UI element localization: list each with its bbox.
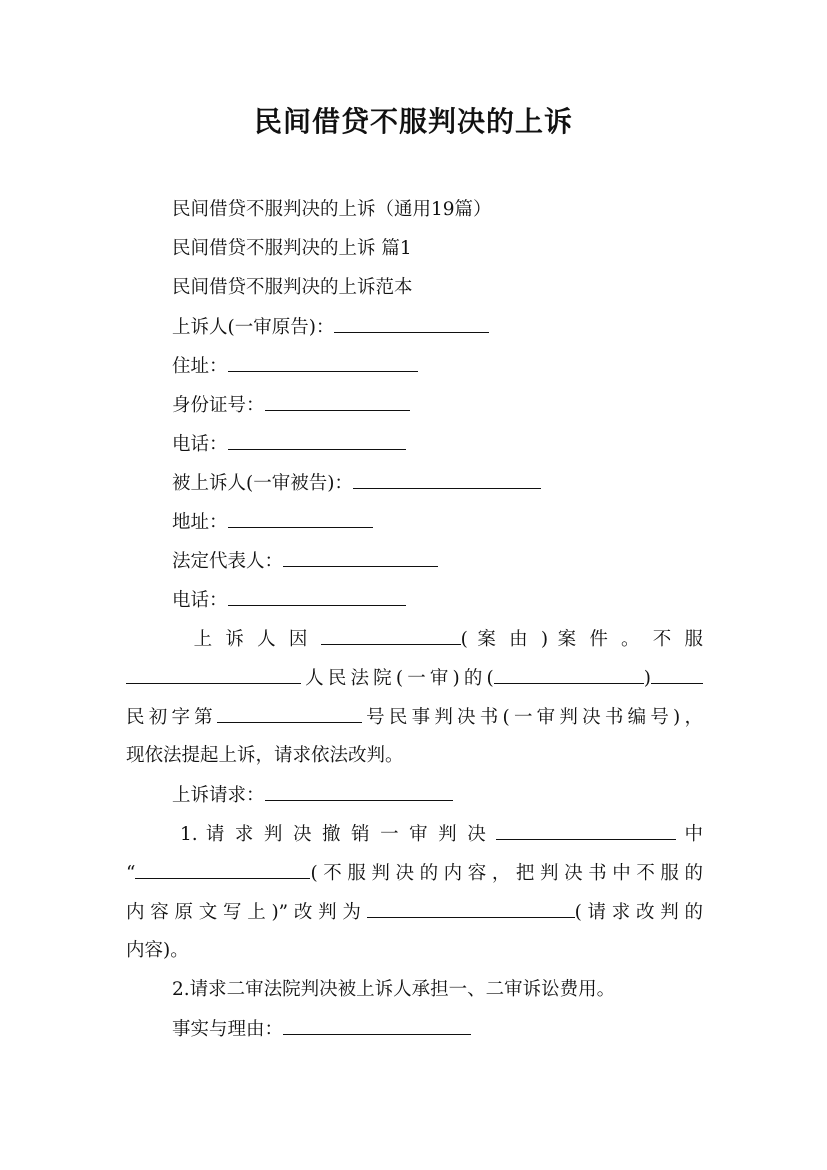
document-title: 民间借贷不服判决的上诉 <box>253 105 573 138</box>
phone1-label: 电话： <box>172 434 228 455</box>
claim-1-text-c: (不服判决的内容，把判决书中不服的 <box>310 863 703 884</box>
id-number-line <box>172 392 410 419</box>
appellee-label: 被上诉人(一审被告)： <box>172 473 353 494</box>
p1-text-a: 上 诉 人 因 <box>190 629 312 650</box>
court-blank <box>126 665 301 684</box>
address2-line <box>172 509 373 536</box>
p2-text-b: ) <box>643 668 651 689</box>
requested-change-blank <box>367 899 575 918</box>
appellant-label: 上诉人(一审原告)： <box>172 317 335 338</box>
claim-1-line-3 <box>126 899 703 926</box>
judgment-blank <box>496 821 676 840</box>
template-name: 民间借贷不服判决的上诉范本 <box>172 277 413 298</box>
id-number-label: 身份证号： <box>172 395 265 416</box>
disputed-content-blank <box>135 860 310 879</box>
claim-2-line: 2.请求二审法院判决被上诉人承担一、二审诉讼费用。 <box>172 979 616 1000</box>
phone1-blank <box>228 431 406 450</box>
facts-label: 事实与理由： <box>172 1019 284 1040</box>
p2-text-a: 人民法院(一审)的( <box>301 668 494 689</box>
address2-label: 地址： <box>172 512 228 533</box>
p3-text-b: 号民事判决书(一审判决书编号)， <box>361 707 703 728</box>
p3-text-a: 民初字第 <box>126 707 217 728</box>
phone2-label: 电话： <box>172 590 228 611</box>
claims-label: 上诉请求： <box>172 785 265 806</box>
article-heading: 民间借贷不服判决的上诉 篇1 <box>172 238 412 259</box>
body-paragraph-line-1 <box>126 626 703 653</box>
body-paragraph-line-3 <box>126 704 703 731</box>
claim-1-text-b: 中 <box>684 824 703 845</box>
p1-text-b: ( 案 由 ) 案 件 。 不 服 <box>460 629 703 650</box>
appellant-blank <box>334 314 489 333</box>
address1-line <box>172 353 418 380</box>
claim-1-text-e: (请求改判的 <box>574 902 703 923</box>
body-paragraph-line-2 <box>126 665 703 692</box>
claim-1-line-2 <box>126 860 703 887</box>
case-prefix-blank <box>651 665 703 684</box>
case-number-blank <box>217 704 362 723</box>
phone1-line <box>172 431 406 458</box>
claims-line <box>172 782 453 809</box>
appellee-line <box>172 470 541 497</box>
claim-1-text-d: 内容原文写上)”改判为 <box>126 902 367 923</box>
document-subtitle: 民间借贷不服判决的上诉（通用19篇） <box>172 199 492 220</box>
legal-rep-label: 法定代表人： <box>172 551 284 572</box>
claim-1-line-1 <box>172 821 703 848</box>
claims-blank <box>265 782 453 801</box>
claim-1-text-a: 1. 请 求 判 决 撤 销 一 审 判 决 <box>180 824 489 845</box>
appellee-blank <box>353 470 541 489</box>
case-cause-blank <box>321 626 461 645</box>
claim-1-quote-open: “ <box>126 863 136 884</box>
phone2-blank <box>228 587 406 606</box>
address1-blank <box>228 353 418 372</box>
appellant-line <box>172 314 489 341</box>
legal-rep-line <box>172 548 438 575</box>
phone2-line <box>172 587 406 614</box>
id-number-blank <box>265 392 410 411</box>
body-paragraph-line-4: 现依法提起上诉，请求依法改判。 <box>126 745 404 766</box>
claim-1-line-4: 内容)。 <box>126 940 189 961</box>
address1-label: 住址： <box>172 356 228 377</box>
court-year-blank <box>494 665 644 684</box>
facts-line <box>172 1016 471 1043</box>
facts-blank <box>283 1016 471 1035</box>
legal-rep-blank <box>283 548 438 567</box>
address2-blank <box>228 509 373 528</box>
